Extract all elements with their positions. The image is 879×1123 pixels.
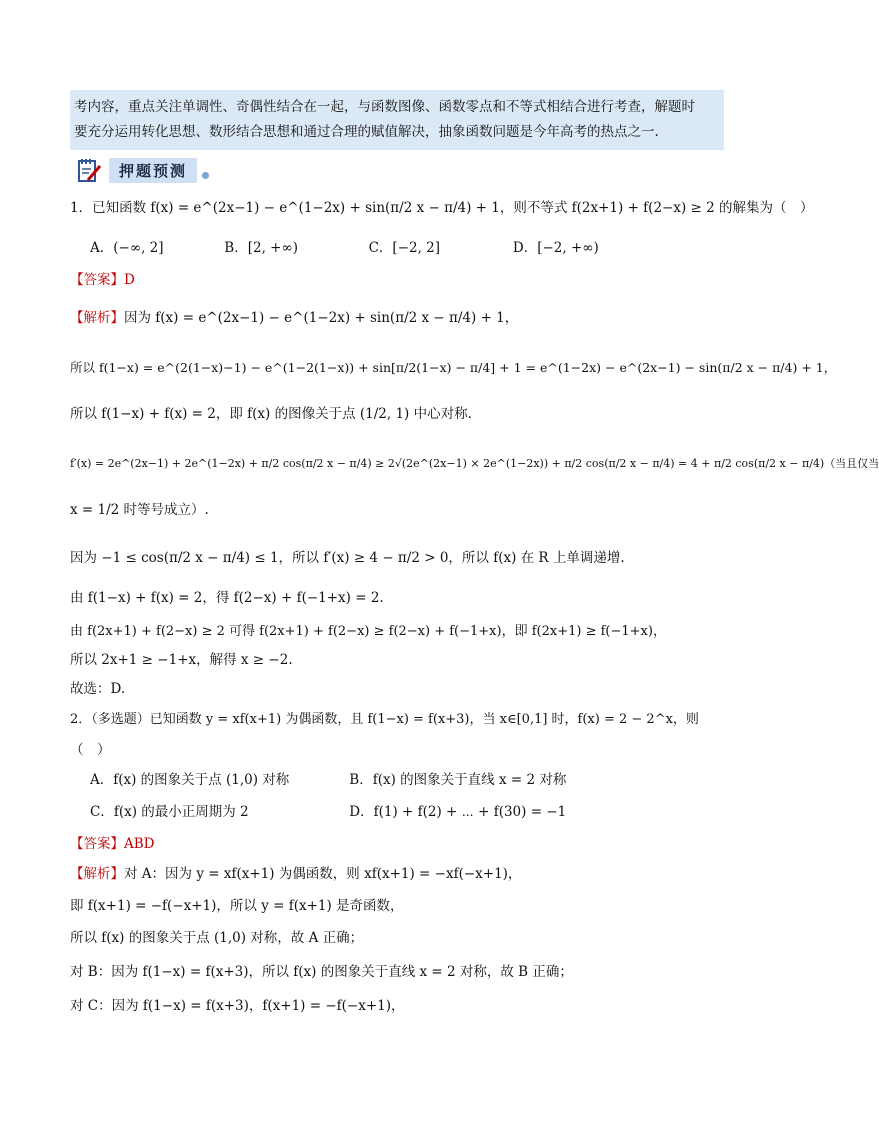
q1-analysis-line-10: 故选：D. [70, 681, 126, 697]
section-title: 押题预测 [109, 158, 197, 183]
q2-analysis-line-2: 即 f(x+1) = −f(−x+1)，所以 y = f(x+1) 是奇函数， [70, 898, 404, 914]
q2-option-b: B．f(x) 的图象关于直线 x = 2 对称 [349, 772, 567, 788]
banner-line-1: 考内容，重点关注单调性、奇偶性结合在一起，与函数图像、函数零点和不等式相结合进行考查，解题时 [74, 99, 695, 115]
q1-option-b: B．[2, +∞) [224, 240, 298, 256]
q1-analysis-line-2: 所以 f(1−x) = e^(2(1−x)−1) − e^(1−2(1−x)) + sin[π/2(1−x) − π/4] + 1 = e^(1−2x) − e^(2x−1) − sin(π/2 x − π/4) + 1， [70, 360, 837, 375]
context-banner [70, 90, 724, 150]
analysis-label: 【解析】 [70, 866, 124, 882]
banner-line-2: 要充分运用转化思想、数形结合思想和通过合理的赋值解决，抽象函数问题是今年高考的热点之一. [74, 124, 659, 140]
q2-stem-1: 2．（多选题）已知函数 y = xf(x+1) 为偶函数，且 f(1−x) = f(x+3)，当 x∈[0,1] 时，f(x) = 2 − 2^x，则 [70, 712, 699, 727]
q1-stem: 1．已知函数 f(x) = e^(2x−1) − e^(1−2x) + sin(π/2 x − π/4) + 1，则不等式 f(2x+1) + f(2−x) ≥ 2 的解集为（ ） [70, 200, 814, 216]
section-header [75, 153, 209, 187]
q2-analysis-line-4: 对 B：因为 f(1−x) = f(x+3)，所以 f(x) 的图象关于直线 x = 2 对称，故 B 正确； [70, 964, 573, 980]
q2-options-row-1 [90, 770, 566, 790]
q2-options-row-2 [90, 802, 566, 822]
q1-options [90, 238, 599, 258]
analysis-label: 【解析】 [70, 310, 124, 326]
q1-analysis-line-6: 因为 −1 ≤ cos(π/2 x − π/4) ≤ 1，所以 f′(x) ≥ 4 − π/2 > 0，所以 f(x) 在 R 上单调递增. [70, 550, 625, 566]
q2-answer [70, 834, 155, 854]
q2-analysis-line-5: 对 C：因为 f(1−x) = f(x+3)，f(x+1) = −f(−x+1)， [70, 998, 405, 1014]
notebook-pencil-icon [75, 156, 103, 184]
q2-option-c: C．f(x) 的最小正周期为 2 [90, 804, 249, 820]
q2-analysis-line-3: 所以 f(x) 的图象关于点 (1,0) 对称，故 A 正确； [70, 930, 364, 946]
q1-option-a: A．(−∞, 2] [90, 240, 164, 256]
q1-analysis-line-4: f′(x) = 2e^(2x−1) + 2e^(1−2x) + π/2 cos(π/2 x − π/4) ≥ 2√(2e^(2x−1) × 2e^(1−2x)) + π/2 cos(π/2 x − π/4) = 4 + π/2 cos(π/2 x − π/4)（当且仅当 [70, 457, 879, 470]
q1-analysis-line-9: 所以 2x+1 ≥ −1+x，解得 x ≥ −2. [70, 652, 293, 668]
q1-answer [70, 270, 135, 290]
q1-option-c: C．[−2, 2] [368, 240, 441, 256]
answer-label: 【答案】 [70, 272, 124, 288]
q1-analysis-line-7: 由 f(1−x) + f(x) = 2，得 f(2−x) + f(−1+x) = 2. [70, 590, 384, 606]
q1-option-d: D．[−2, +∞) [512, 240, 599, 256]
answer-label: 【答案】 [70, 836, 124, 852]
q2-option-d: D．f(1) + f(2) + ⋯ + f(30) = −1 [349, 804, 567, 820]
section-dot [202, 172, 209, 179]
q2-stem-2: （ ） [70, 742, 111, 758]
q1-analysis-line-8: 由 f(2x+1) + f(2−x) ≥ 2 可得 f(2x+1) + f(2−x) ≥ f(2−x) + f(−1+x)，即 f(2x+1) ≥ f(−1+x)， [70, 624, 666, 639]
q1-analysis-line-1: 【解析】因为 f(x) = e^(2x−1) − e^(1−2x) + sin(π/2 x − π/4) + 1， [70, 310, 519, 326]
answer-value: D [124, 272, 135, 288]
answer-value: ABD [124, 836, 155, 852]
q1-analysis-line-3: 所以 f(1−x) + f(x) = 2，即 f(x) 的图像关于点 (1/2, 1) 中心对称. [70, 406, 472, 422]
q1-analysis-line-5: x = 1/2 时等号成立）. [70, 502, 209, 518]
q2-option-a: A．f(x) 的图象关于点 (1,0) 对称 [90, 772, 290, 788]
q2-analysis-line-1: 【解析】对 A：因为 y = xf(x+1) 为偶函数，则 xf(x+1) = −xf(−x+1)， [70, 866, 522, 882]
